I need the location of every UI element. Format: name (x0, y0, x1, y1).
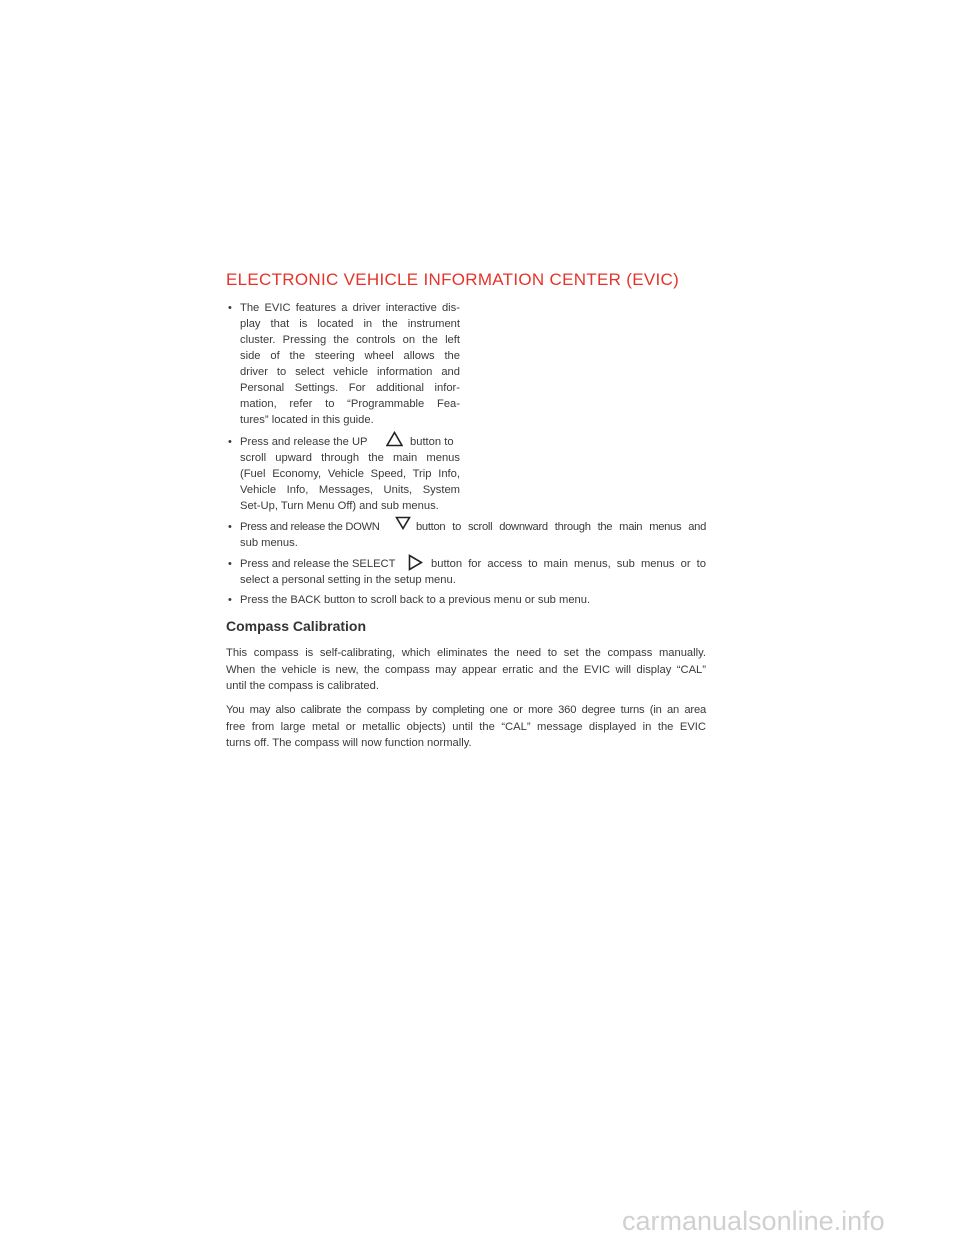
down-triangle-icon (395, 516, 411, 530)
text-line: Press and release the UP (240, 436, 368, 448)
text-line: tures” located in this guide. (240, 414, 374, 426)
watermark: carmanualsonline.info (622, 1206, 885, 1236)
bullet-dot: • (228, 436, 232, 448)
section-heading: Compass Calibration (226, 618, 367, 634)
text-line: select a personal setting in the setup menu. (240, 574, 456, 586)
text-line: This compass is self-calibrating, which eliminates the need to set the compass manually. (226, 647, 706, 659)
bullet-5: Press the BACK button to scroll back to a previous menu or sub menu. (240, 594, 591, 606)
text-line: button for access to main menus, sub menus or to (431, 558, 706, 570)
text-line: You may also calibrate the compass by completing one or more 360 degree turns (in an area (226, 704, 706, 716)
text-line: driver to select vehicle information and (240, 366, 460, 378)
text-line: Personal Settings. For additional infor- (240, 382, 460, 394)
text-line: until the compass is calibrated. (226, 680, 379, 692)
up-triangle-icon (386, 431, 403, 447)
text-line: button to (410, 436, 454, 448)
text-line: mation, refer to “Programmable Fea- (240, 398, 460, 410)
text-line: scroll upward through the main menus (240, 452, 460, 464)
text-line: Vehicle Info, Messages, Units, System (240, 484, 460, 496)
text-line: (Fuel Economy, Vehicle Speed, Trip Info, (240, 468, 460, 480)
text-line: When the vehicle is new, the compass may appear erratic and the EVIC will display “CAL” (226, 664, 706, 676)
bullet-dot: • (228, 302, 232, 314)
bullet-dot: • (228, 558, 232, 570)
text-line: Press and release the DOWN (240, 521, 380, 533)
text-line: Press and release the SELECT (240, 558, 396, 570)
text-line: Set-Up, Turn Menu Off) and sub menus. (240, 500, 439, 512)
right-triangle-icon (408, 554, 423, 571)
text-line: button to scroll downward through the main menus and (416, 521, 706, 533)
text-line: sub menus. (240, 537, 298, 549)
text-line: play that is located in the instrument (240, 318, 460, 330)
text-line: turns off. The compass will now function normally. (226, 737, 472, 749)
page-title: ELECTRONIC VEHICLE INFORMATION CENTER (EVIC) (226, 270, 680, 289)
text-line: free from large metal or metallic objects) until the “CAL” message displayed in the EVIC (226, 721, 706, 733)
bullet-dot: • (228, 521, 232, 533)
text-line: The EVIC features a driver interactive dis- (240, 302, 460, 314)
bullet-dot: • (228, 594, 232, 606)
text-line: side of the steering wheel allows the (240, 350, 460, 362)
text-line: cluster. Pressing the controls on the left (240, 334, 460, 346)
